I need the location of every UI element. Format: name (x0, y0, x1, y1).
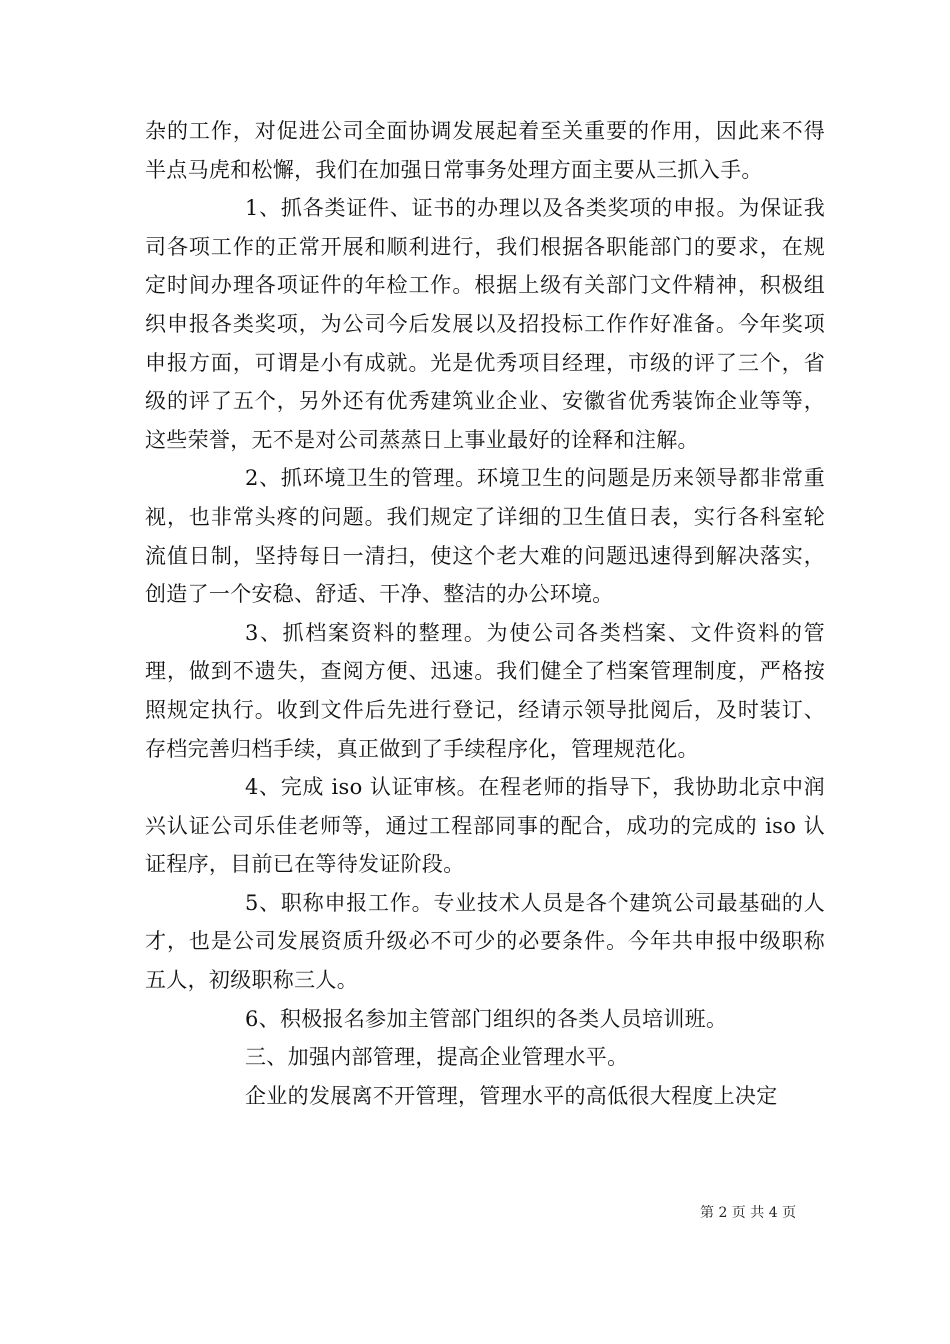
paragraph-item-1: 1、抓各类证件、证书的办理以及各类奖项的申报。为保证我司各项工作的正常开展和顺利进行，我们根据各职能部门的要求，在规定时间办理各项证件的年检工作。根据上级有关部门文件精神，积极组织申报各类奖项，为公司今后发展以及招投标工作作好准备。今年奖项申报方面，可谓是小有成就。光是优秀项目经理，市级的评了三个，省级的评了五个，另外还有优秀建筑业企业、安徽省优秀装饰企业等等，这些荣誉，无不是对公司蒸蒸日上事业最好的诠释和注解。 (145, 196, 825, 452)
section-heading: 三、加强内部管理，提高企业管理水平。 (245, 1045, 629, 1070)
paragraph-section-intro: 企业的发展离不开管理，管理水平的高低很大程度上决定 (245, 1083, 778, 1108)
paragraph-item-4: 4、完成 iso 认证审核。在程老师的指导下，我协助北京中润兴认证公司乐佳老师等，通过工程部同事的配合，成功的完成的 iso 认证程序，目前已在等待发证阶段。 (145, 775, 825, 877)
paragraph-continuation: 杂的工作，对促进公司全面协调发展起着至关重要的作用，因此来不得半点马虎和松懈，我们在加强日常事务处理方面主要从三抓入手。 (145, 119, 825, 182)
paragraph-item-2: 2、抓环境卫生的管理。环境卫生的问题是历来领导都非常重视，也非常头疼的问题。我们规定了详细的卫生值日表，实行各科室轮流值日制，坚持每日一清扫，使这个老大难的问题迅速得到解决落实，创造了一个安稳、舒适、干净、整洁的办公环境。 (145, 466, 825, 607)
body-text (145, 112, 825, 1115)
page-number: 第 2 页 共 4 页 (700, 1205, 797, 1221)
paragraph-item-5: 5、职称申报工作。专业技术人员是各个建筑公司最基础的人才，也是公司发展资质升级必不可少的必要条件。今年共申报中级职称五人，初级职称三人。 (145, 890, 825, 993)
paragraph-item-6: 6、积极报名参加主管部门组织的各类人员培训班。 (245, 1006, 728, 1031)
paragraph-item-3: 3、抓档案资料的整理。为使公司各类档案、文件资料的管理，做到不遗失，查阅方便、迅速。我们健全了档案管理制度，严格按照规定执行。收到文件后先进行登记，经请示领导批阅后，及时装订、存档完善归档手续，真正做到了手续程序化，管理规范化。 (145, 620, 825, 761)
